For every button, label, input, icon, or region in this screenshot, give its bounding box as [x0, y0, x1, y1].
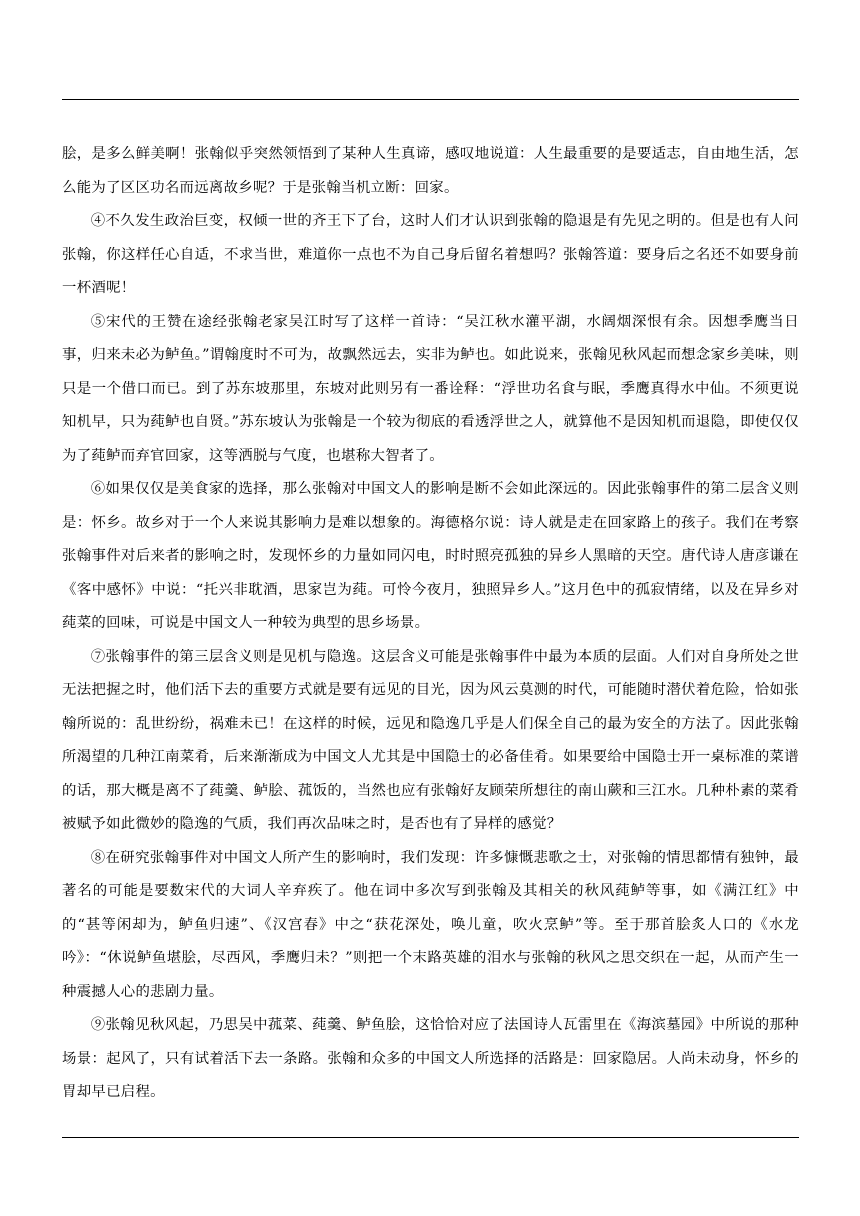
paragraph-5: ⑤宋代的王赞在途经张翰老家吴江时写了这样一首诗：“吴江秋水灌平湖，水阔烟深恨有余。因想季鹰当日事，归来未必为鲈鱼。”谓翰度时不可为，故飘然远去，实非为鲈也。如此说来，张翰见秋风起而想念家乡美味，则只是一个借口而已。到了苏东坡那里，东坡对此则另有一番诠释：“浮世功名食与眠，季鹰真得水中仙。不须更说知机早，只为莼鲈也自贤。”苏东坡认为张翰是一个较为彻底的看透浮世之人，就算他不是因知机而退隐，即使仅仅为了莼鲈而弃官回家，这等洒脱与气度，也堪称大智者了。: [62, 313, 799, 464]
paragraph-8: ⑧在研究张翰事件对中国文人所产生的影响时，我们发现：许多慷慨悲歌之士，对张翰的情思都情有独钟，最著名的可能是要数宋代的大词人辛弃疾了。他在词中多次写到张翰及其相关的秋风莼鲈等事，如《满江红》中的“甚等闲却为，鲈鱼归速”、《汉宫春》中之“获花深处，唤儿童，吹火烹鲈”等。至于那首脍炙人口的《水龙吟》：“休说鲈鱼堪脍，尽西风，季鹰归未？”则把一个末路英雄的泪水与张翰的秋风之思交织在一起，从而产生一种震撼人心的悲剧力量。: [62, 849, 799, 1000]
paragraph-4: ④不久发生政治巨变，权倾一世的齐王下了台，这时人们才认识到张翰的隐退是有先见之明的。但是也有人问张翰，你这样任心自适，不求当世，难道你一点也不为自己身后留名着想吗？张翰答道：要身后之名还不如要身前一杯酒呢！: [62, 213, 799, 296]
header-rule: [62, 99, 799, 100]
paragraph-continuation: 脍，是多么鲜美啊！张翰似乎突然领悟到了某种人生真谛，感叹地说道：人生最重要的是要适志，自由地生活，怎么能为了区区功名而远离故乡呢？于是张翰当机立断：回家。: [62, 146, 799, 196]
paragraph-7: ⑦张翰事件的第三层含义则是见机与隐逸。这层含义可能是张翰事件中最为本质的层面。人们对自身所处之世无法把握之时，他们活下去的重要方式就是要有远见的目光，因为风云莫测的时代，可能随时潜伏着危险，恰如张翰所说的：乱世纷纷，祸难未已！在这样的时候，远见和隐逸几乎是人们保全自己的最为安全的方法了。因此张翰所渴望的几种江南菜肴，后来渐渐成为中国文人尤其是中国隐士的必备佳肴。如果要给中国隐士开一桌标准的菜谱的话，那大概是离不了莼羹、鲈脍、菰饭的，当然也应有张翰好友顾荣所想往的南山蕨和三江水。几种朴素的菜肴被赋予如此微妙的隐逸的气质，我们再次品味之时，是否也有了异样的感觉？: [62, 648, 799, 832]
paragraph-9: ⑨张翰见秋风起，乃思吴中菰菜、莼羹、鲈鱼脍，这恰恰对应了法国诗人瓦雷里在《海滨墓园》中所说的那种场景：起风了，只有试着活下去一条路。张翰和众多的中国文人所选择的活路是：回家隐居。人尚未动身，怀乡的胃却早已启程。: [62, 1017, 799, 1100]
footer-rule: [62, 1137, 799, 1138]
paragraph-6: ⑥如果仅仅是美食家的选择，那么张翰对中国文人的影响是断不会如此深远的。因此张翰事件的第二层含义则是：怀乡。故乡对于一个人来说其影响力是难以想象的。海德格尔说：诗人就是走在回家路上的孩子。我们在考察张翰事件对后来者的影响之时，发现怀乡的力量如同闪电，时时照亮孤独的异乡人黑暗的天空。唐代诗人唐彦谦在《客中感怀》中说：“托兴非耽酒，思家岂为莼。可怜今夜月，独照异乡人。”这月色中的孤寂情绪，以及在异乡对莼菜的回味，可说是中国文人一种较为典型的思乡场景。: [62, 481, 799, 631]
article-body: [62, 138, 799, 1110]
